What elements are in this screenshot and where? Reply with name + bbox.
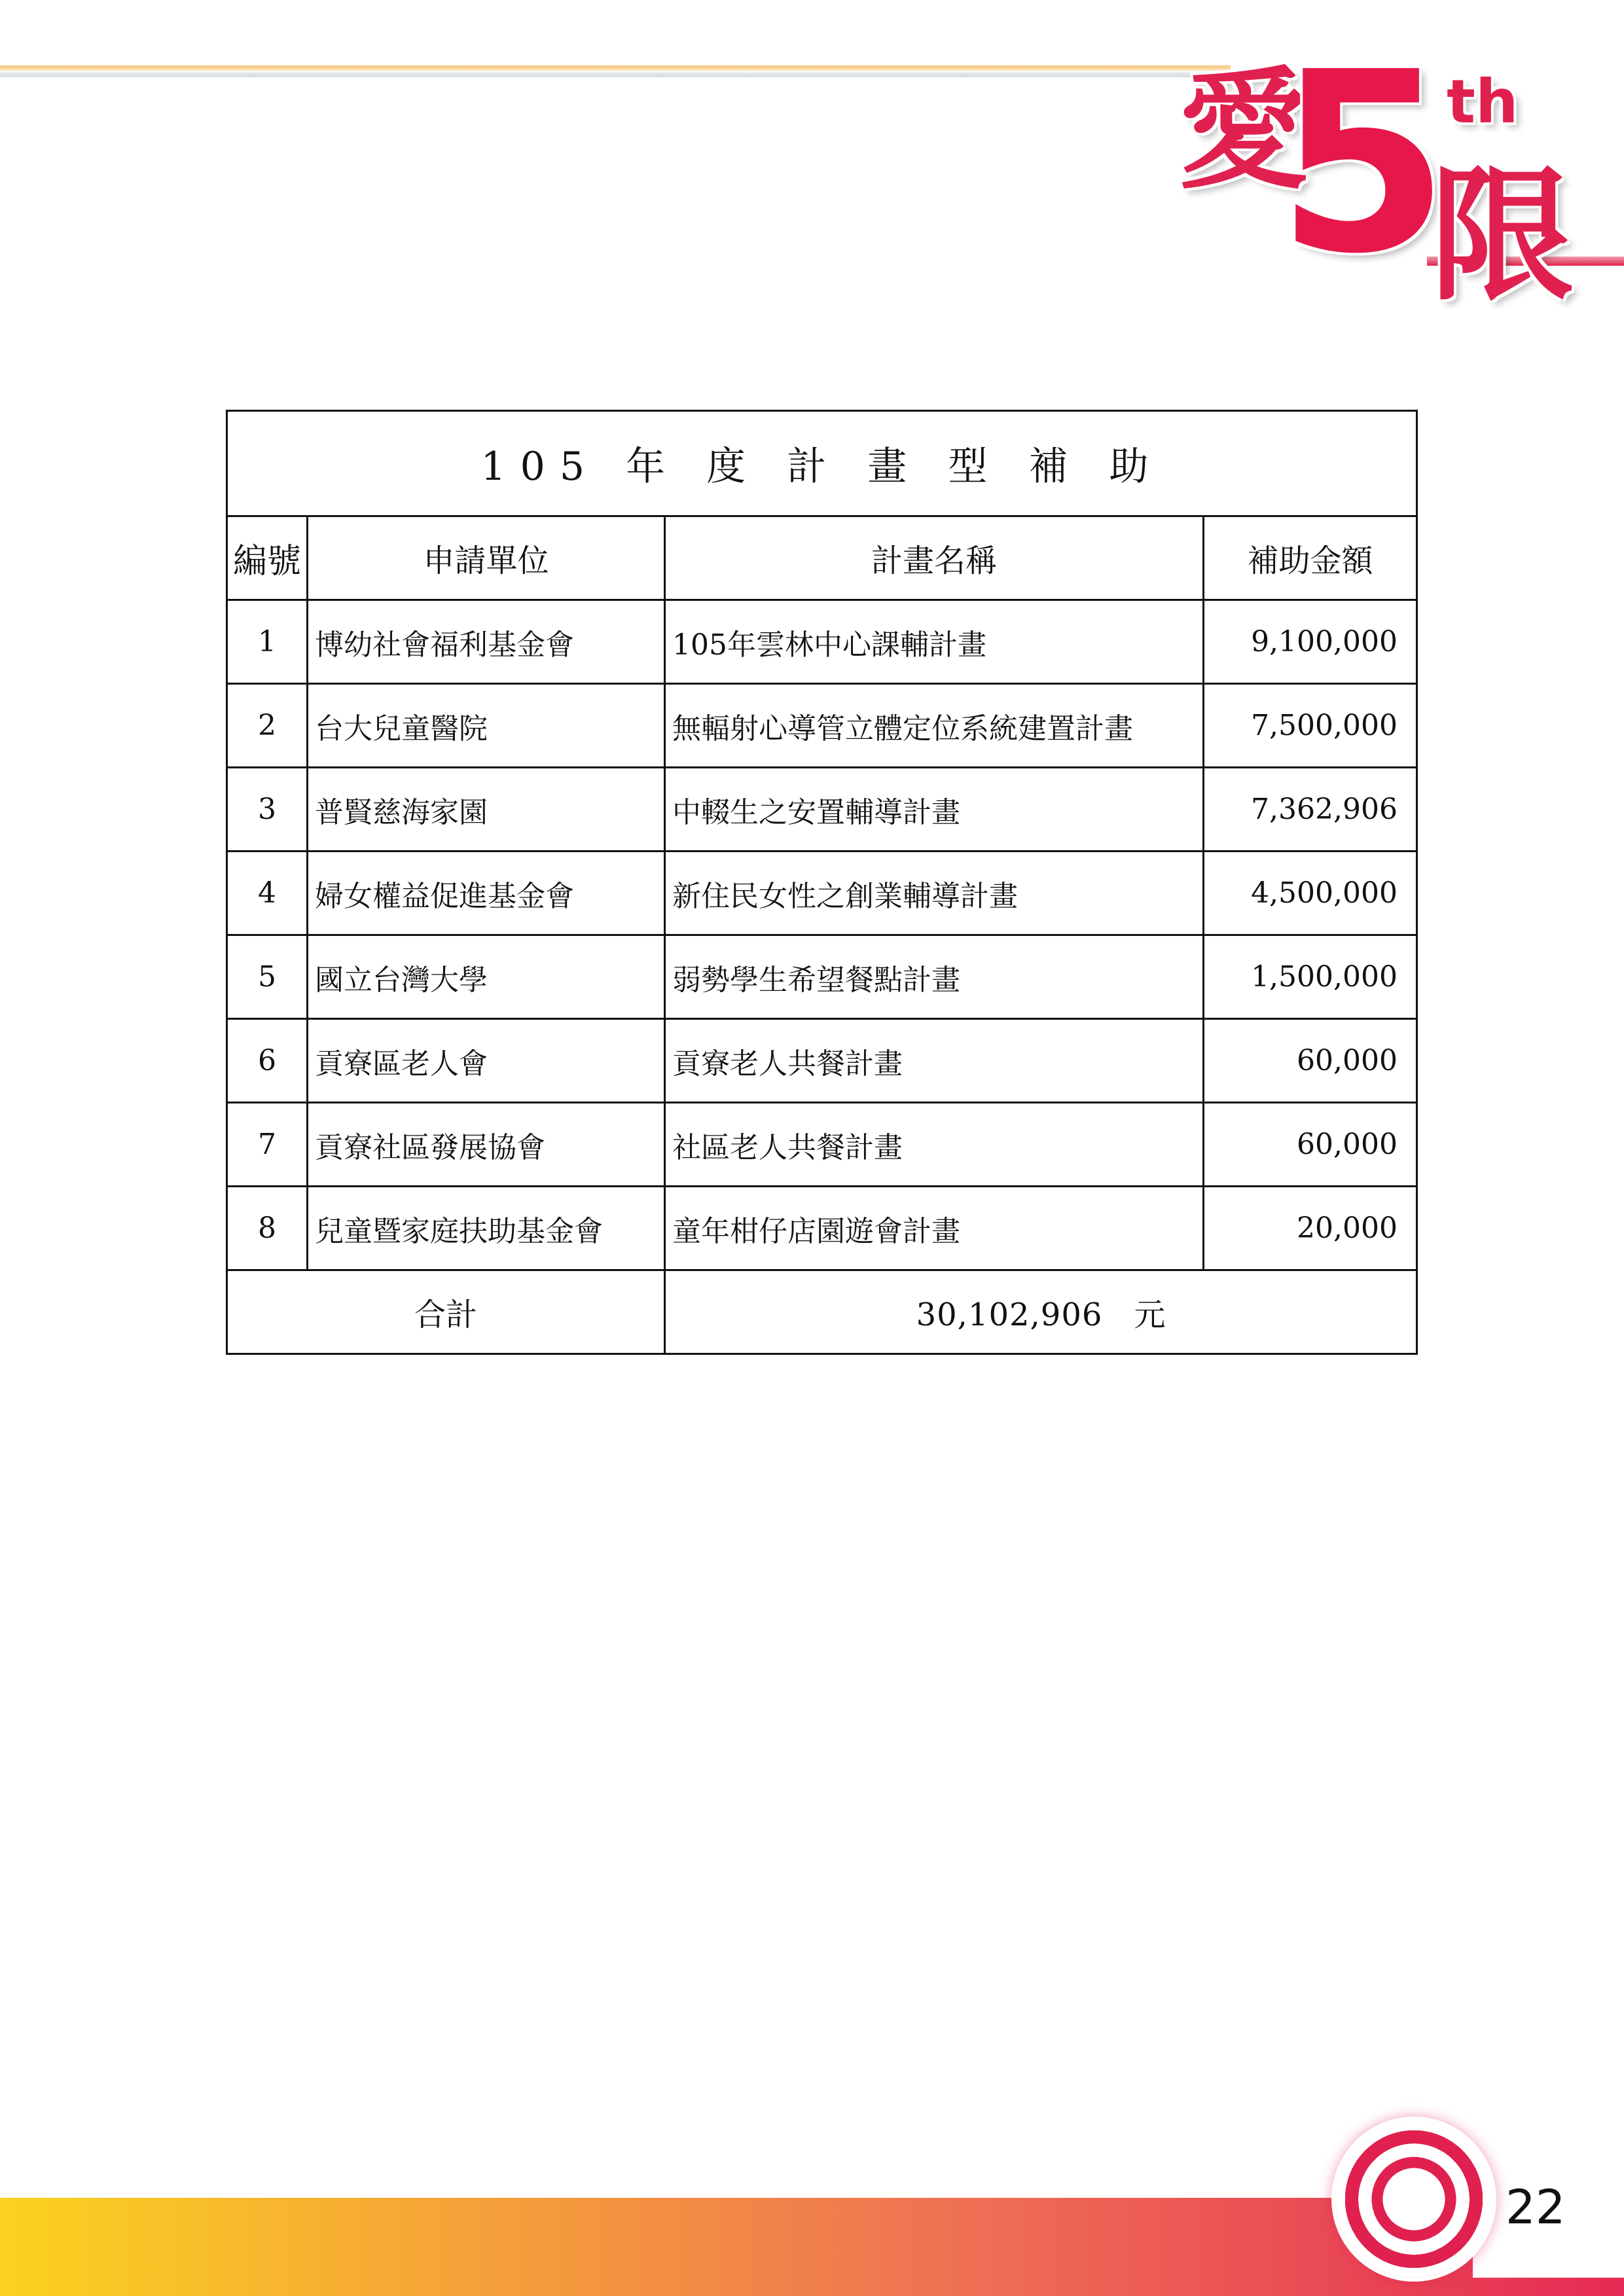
- row-org: 貢寮區老人會: [308, 1019, 665, 1103]
- row-no: 5: [227, 935, 308, 1019]
- target-circle-icon: [1335, 2121, 1492, 2278]
- row-org: 婦女權益促進基金會: [308, 852, 665, 935]
- column-header-amount: 補助金額: [1204, 516, 1417, 600]
- row-no: 7: [227, 1103, 308, 1187]
- table-row: [227, 1187, 1417, 1270]
- logo-char-ai: 愛: [1178, 54, 1310, 207]
- row-project: 貢寮老人共餐計畫: [665, 1019, 1204, 1103]
- row-amount: 4,500,000: [1204, 852, 1417, 935]
- column-header-org: 申請單位: [308, 516, 665, 600]
- row-org: 國立台灣大學: [308, 935, 665, 1019]
- table-row: [227, 852, 1417, 935]
- row-org: 台大兒童醫院: [308, 684, 665, 768]
- column-header-no: 編號: [227, 516, 308, 600]
- row-amount: 60,000: [1204, 1019, 1417, 1103]
- row-amount: 1,500,000: [1204, 935, 1417, 1019]
- table-row: [227, 600, 1417, 684]
- table-header-row: [227, 516, 1417, 600]
- total-label: 合計: [227, 1270, 665, 1354]
- row-org: 普賢慈海家園: [308, 768, 665, 852]
- row-project: 弱勢學生希望餐點計畫: [665, 935, 1204, 1019]
- table-row: [227, 935, 1417, 1019]
- row-amount: 7,362,906: [1204, 768, 1417, 852]
- row-project: 童年柑仔店園遊會計畫: [665, 1187, 1204, 1270]
- total-unit: 元: [1134, 1297, 1166, 1333]
- row-no: 6: [227, 1019, 308, 1103]
- row-org: 博幼社會福利基金會: [308, 600, 665, 684]
- row-amount: 60,000: [1204, 1103, 1417, 1187]
- grant-table-container: [226, 410, 1418, 1355]
- row-no: 4: [227, 852, 308, 935]
- row-no: 8: [227, 1187, 308, 1270]
- row-amount: 7,500,000: [1204, 684, 1417, 768]
- logo-suffix: th: [1447, 67, 1519, 137]
- row-org: 兒童暨家庭扶助基金會: [308, 1187, 665, 1270]
- row-project: 中輟生之安置輔導計畫: [665, 768, 1204, 852]
- row-org: 貢寮社區發展協會: [308, 1103, 665, 1187]
- table-row: [227, 768, 1417, 852]
- row-no: 2: [227, 684, 308, 768]
- table-row: [227, 1019, 1417, 1103]
- grant-table: [226, 410, 1418, 1355]
- table-title: 105 年 度 計 畫 型 補 助: [227, 411, 1417, 516]
- row-project: 105年雲林中心課輔計畫: [665, 600, 1204, 684]
- column-header-project: 計畫名稱: [665, 516, 1204, 600]
- row-project: 無輻射心導管立體定位系統建置計畫: [665, 684, 1204, 768]
- logo-char-xian: 限: [1430, 151, 1575, 320]
- header-rule: [0, 65, 1231, 77]
- table-row: [227, 1103, 1417, 1187]
- row-no: 1: [227, 600, 308, 684]
- table-total-row: [227, 1270, 1417, 1354]
- row-project: 社區老人共餐計畫: [665, 1103, 1204, 1187]
- logo-digit: 5: [1276, 18, 1450, 308]
- page-number: 22: [1506, 2179, 1566, 2234]
- table-title-row: [227, 411, 1417, 516]
- ai5xian-logo: [1165, 18, 1624, 320]
- row-no: 3: [227, 768, 308, 852]
- row-amount: 9,100,000: [1204, 600, 1417, 684]
- total-amount: 30,102,906: [916, 1297, 1103, 1333]
- row-amount: 20,000: [1204, 1187, 1417, 1270]
- row-project: 新住民女性之創業輔導計畫: [665, 852, 1204, 935]
- table-row: [227, 684, 1417, 768]
- total-value-cell: [665, 1270, 1417, 1354]
